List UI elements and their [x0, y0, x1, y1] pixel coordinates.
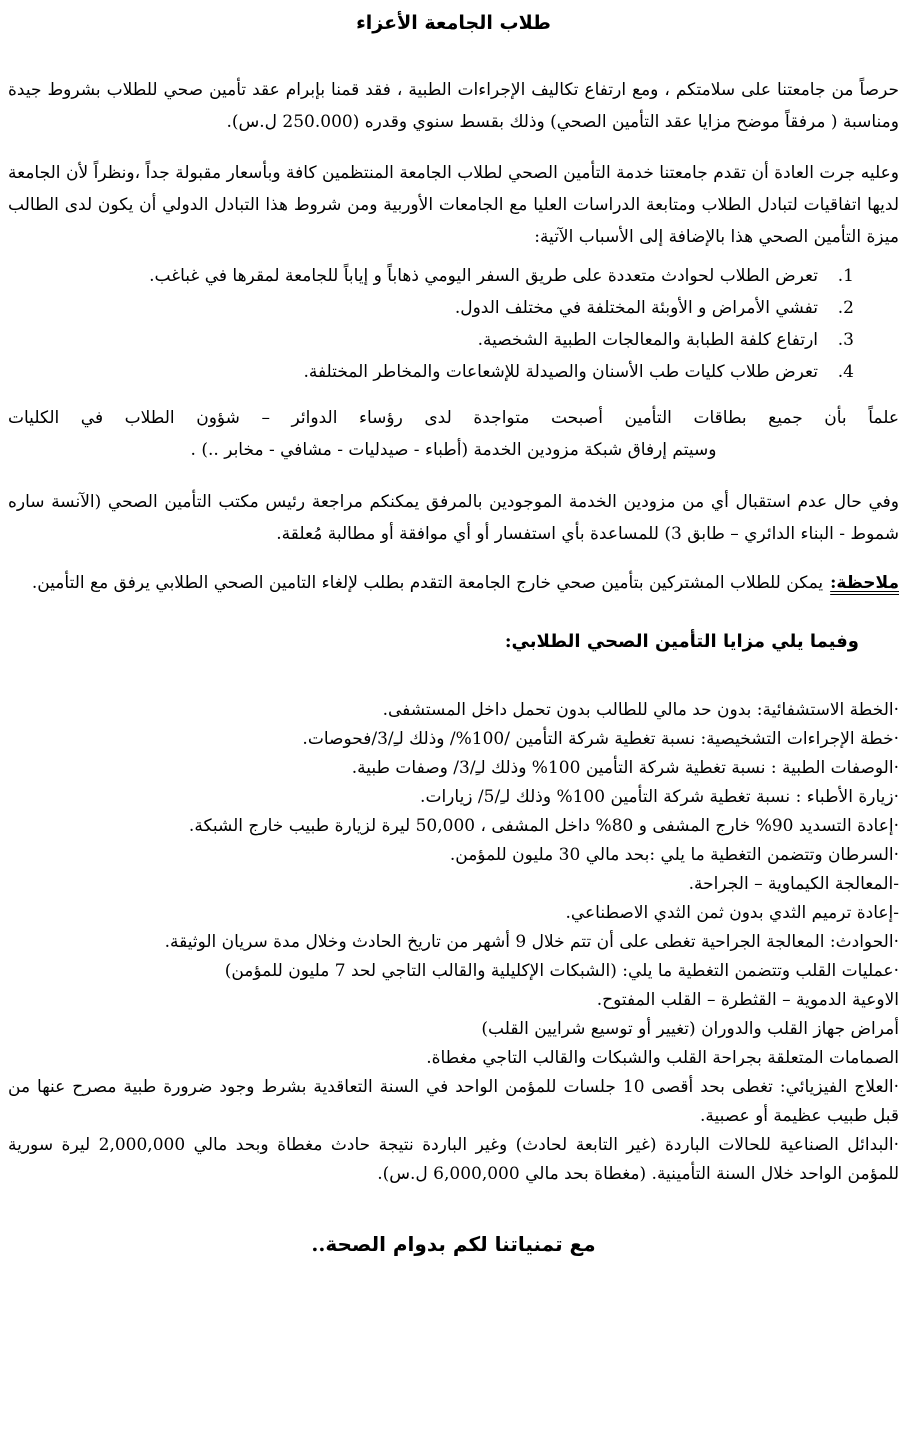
note-paragraph: [8, 567, 899, 599]
list-item: [8, 292, 854, 324]
footer-blessing: مع تمنياتنا لكم بدوام الصحة..: [311, 1232, 596, 1256]
list-item-text: تفشي الأمراض و الأوبئة المختلفة في مختلف الدول.: [454, 298, 818, 318]
cards-line-1: علماً بأن جميع بطاقات التأمين أصبحت متواجدة لدى رؤساء الدوائر – شؤون الطلاب في الكليات: [8, 408, 899, 428]
benefit-item: [8, 928, 899, 957]
benefit-text: أمراض جهاز القلب والدوران (تغيير أو توسيع شرايين القلب): [481, 1019, 899, 1039]
benefit-item: [8, 870, 899, 899]
list-item-text: ارتفاع كلفة الطبابة والمعالجات الطبية الشخصية.: [477, 330, 818, 350]
reasons-list: [8, 260, 899, 388]
contact-paragraph: وفي حال عدم استقبال أي من مزودين الخدمة الموجودين بالمرفق يمكنكم مراجعة رئيس مكتب التأمين الصحي (الآنسة ساره شموط - البناء الدائري – طابق 3) للمساعدة بأي استفسار أو أي موافقة أو مطالبة مُعلقة.: [8, 492, 899, 544]
benefit-text: عمليات القلب وتتضمن التغطية ما يلي: (الشبكات الإكليلية والقالب التاجي لحد 7 مليون للمؤمن): [224, 961, 894, 981]
benefit-item: [8, 841, 899, 870]
bullet-marker: ·: [893, 700, 899, 720]
list-item-text: تعرض الطلاب لحوادث متعددة على طريق السفر اليومي ذهاباً و إياباً للجامعة لمقرها في غباغب.: [149, 266, 818, 286]
bullet-marker: ·: [893, 1077, 899, 1097]
benefit-item: [8, 1073, 899, 1131]
bullet-marker: ·: [893, 932, 899, 952]
benefit-item: [8, 986, 899, 1015]
list-item: [8, 324, 854, 356]
benefit-item: [8, 725, 899, 754]
bullet-marker: -: [893, 874, 899, 894]
benefit-text: الاوعية الدموية – القثطرة – القلب المفتوح.: [596, 990, 899, 1010]
benefit-item: [8, 754, 899, 783]
bullet-marker: -: [893, 903, 899, 923]
benefit-text: الحوادث: المعالجة الجراحية تغطى على أن تتم خلال 9 أشهر من تاريخ الحادث وخلال مدة سريان الوثيقة.: [164, 932, 894, 952]
benefit-text: الصمامات المتعلقة بجراحة القلب والشبكات والقالب التاجي مغطاة.: [426, 1048, 899, 1068]
benefit-text: الوصفات الطبية : نسبة تغطية شركة التأمين 100% وذلك لـِ/3/ وصفات طبية.: [351, 758, 894, 778]
benefit-item: [8, 783, 899, 812]
bullet-marker: ·: [893, 1135, 899, 1155]
benefit-text: المعالجة الكيماوية – الجراحة.: [688, 874, 894, 894]
benefit-item: [8, 957, 899, 986]
bullet-marker: ·: [893, 787, 899, 807]
benefit-text: السرطان وتتضمن التغطية ما يلي :بحد مالي 30 مليون للمؤمن.: [449, 845, 894, 865]
benefit-item: [8, 696, 899, 725]
intro-paragraph: حرصاً من جامعتنا على سلامتكم ، ومع ارتفاع تكاليف الإجراءات الطبية ، فقد قمنا بإبرام عقد تأمين صحي للطلاب بشروط جيدة ومناسبة ( مرفقاً موضح مزايا عقد التأمين الصحي) وذلك بقسط سنوي وقدره (250.000 ل.س).: [8, 80, 899, 132]
benefit-item: [8, 1015, 899, 1044]
note-text: يمكن للطلاب المشتركين بتأمين صحي خارج الجامعة التقدم بطلب لإلغاء التامين الصحي الطلابي يرفق مع التأمين.: [31, 573, 824, 593]
benefit-text: زيارة الأطباء : نسبة تغطية شركة التأمين 100% وذلك لـِ/5/ زيارات.: [420, 787, 894, 807]
benefit-item: [8, 1044, 899, 1073]
background-paragraph: وعليه جرت العادة أن تقدم جامعتنا خدمة التأمين الصحي لطلاب الجامعة المنتظمين كافة وبأسعار مقبولة جداً ،ونظراً لأن الجامعة لديها اتفاقيات لتبادل الطلاب ومتابعة الدراسات العليا مع الجامعات الأوربية ومن شروط هذا التبادل الدولي أن يكون لدى الطالب ميزة التأمين الصحي هذا بالإضافة إلى الأسباب الآتية:: [8, 163, 899, 247]
benefits-heading: وفيما يلي مزايا التأمين الصحي الطلابي:: [504, 631, 859, 652]
benefit-text: الخطة الاستشفائية: بدون حد مالي للطالب بدون تحمل داخل المستشفى.: [382, 700, 894, 720]
bullet-marker: ·: [893, 758, 899, 778]
benefits-list: [8, 696, 899, 1189]
benefit-text: البدائل الصناعية للحالات الباردة (غير التابعة لحادث) وغير الباردة نتيجة حادث مغطاة وبحد مالي 2,000,000 ليرة سورية للمؤمن الواحد خلال السنة التأمينية. (مغطاة بحد مالي 6,000,000 ل.س).: [8, 1135, 899, 1184]
bullet-marker: ·: [893, 816, 899, 836]
benefit-text: خطة الإجراءات التشخيصية: نسبة تغطية شركة التأمين /100%/ وذلك لـِ/3/فحوصات.: [302, 729, 894, 749]
bullet-marker: ·: [893, 845, 899, 865]
list-number: 4.: [837, 362, 854, 382]
benefit-text: إعادة ترميم الثدي بدون ثمن الثدي الاصطناعي.: [565, 903, 894, 923]
cards-paragraph: [8, 402, 899, 466]
benefit-item: [8, 1131, 899, 1189]
page-title: طلاب الجامعة الأعزاء: [356, 12, 551, 34]
list-number: 1.: [837, 266, 854, 286]
benefit-item: [8, 899, 899, 928]
list-item: [8, 356, 854, 388]
bullet-marker: ·: [893, 961, 899, 981]
list-number: 3.: [837, 330, 854, 350]
list-item: [8, 260, 854, 292]
benefit-text: العلاج الفيزيائي: تغطى بحد أقصى 10 جلسات للمؤمن الواحد في السنة التعاقدية بشرط وجود ضرورة طبية مصرح عنها من قبل طبيب عظيمة أو عصبية.: [8, 1077, 899, 1126]
list-number: 2.: [837, 298, 854, 318]
note-label: ملاحظة:: [830, 573, 899, 593]
benefit-item: [8, 812, 899, 841]
bullet-marker: ·: [893, 729, 899, 749]
list-item-text: تعرض طلاب كليات طب الأسنان والصيدلة للإشعاعات والمخاطر المختلفة.: [303, 362, 818, 382]
benefit-text: إعادة التسديد 90% خارج المشفى و 80% داخل المشفى ، 50,000 ليرة لزيارة طبيب خارج الشبكة.: [188, 816, 894, 836]
cards-line-2: وسيتم إرفاق شبكة مزودين الخدمة (أطباء - صيدليات - مشافي - مخابر ..) .: [190, 440, 717, 460]
